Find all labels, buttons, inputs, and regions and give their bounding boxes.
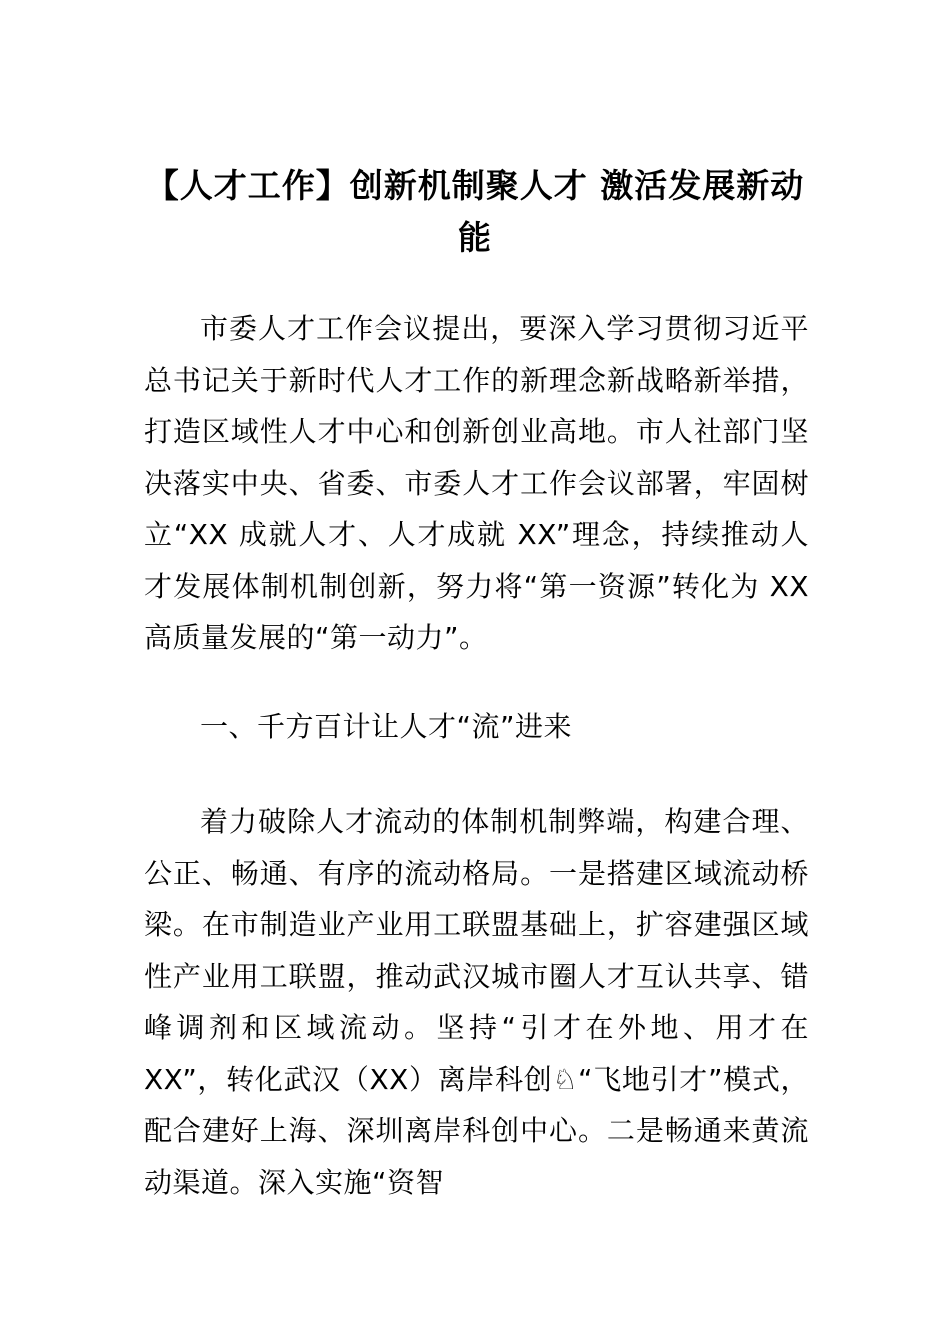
section-heading-1: 一、千方百计让人才“流”进来	[200, 710, 573, 743]
paragraph-section-1: 着力破除人才流动的体制机制弊端，构建合理、公正、畅通、有序的流动格局。一是搭建区域流动桥梁。在市制造业产业用工联盟基础上，扩容建强区域性产业用工联盟，推动武汉城市圈人才互认共享、错峰调剂和区域流动。坚持“引才在外地、用才在 XX”，转化武汉（XX）离岸科创♘“飞地引才”模式，配合建好上海、深圳离岸科创中心。二是畅通来黄流动渠道。深入实施“资智	[144, 805, 809, 1199]
paragraph-intro: 市委人才工作会议提出，要深入学习贯彻习近平总书记关于新时代人才工作的新理念新战略新举措，打造区域性人才中心和创新创业高地。市人社部门坚决落实中央、省委、市委人才工作会议部署，牢固树立“XX 成就人才、人才成就 XX”理念，持续推动人才发展体制机制创新，努力将“第一资源”转化为 XX 高质量发展的“第一动力”。	[144, 312, 809, 654]
document-title: 【人才工作】创新机制聚人才 激活发展新动能	[145, 166, 805, 257]
